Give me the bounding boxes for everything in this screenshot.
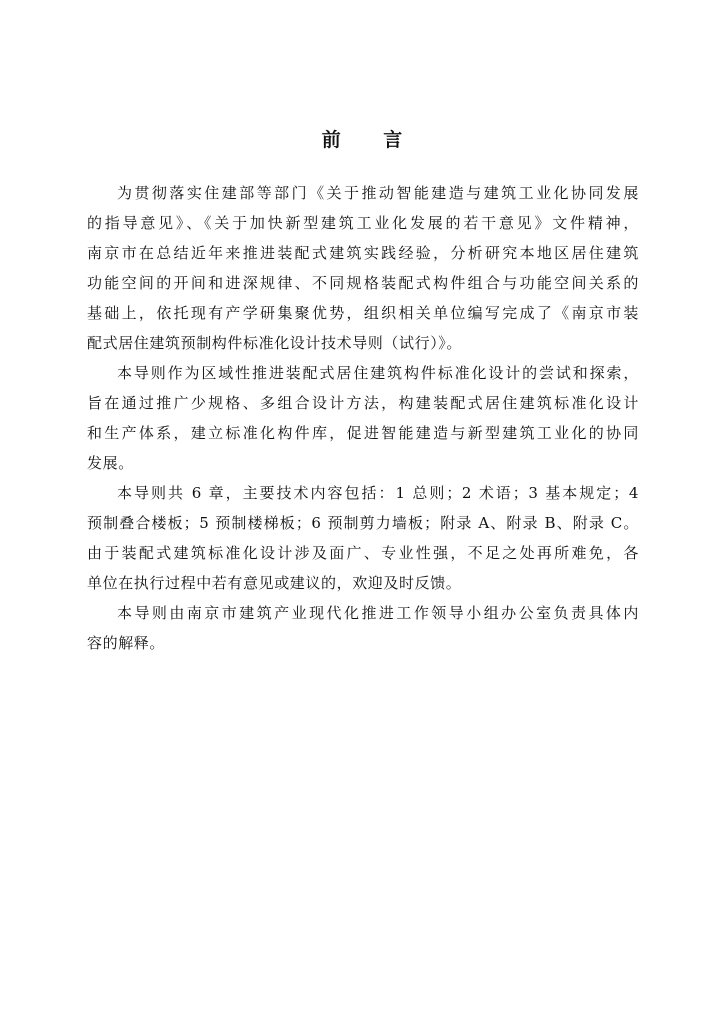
text-line: 本导则由南京市建筑产业现代化推进工作领导小组办公室负责具体内	[117, 604, 639, 622]
text-line: 旨在通过推广少规格、多组合设计方法，构建装配式居住建筑标准化设计	[87, 394, 639, 412]
page-title: 前 言	[321, 129, 421, 151]
text-line: 预制叠合楼板；5 预制楼梯板；6 预制剪力墙板；附录 A、附录 B、附录 C。	[87, 514, 639, 532]
text-line: 由于装配式建筑标准化设计涉及面广、专业性强，不足之处再所难免，各	[87, 544, 639, 562]
text-line: 的指导意见》、《关于加快新型建筑工业化发展的若干意见》文件精神，	[87, 214, 639, 232]
text-line: 单位在执行过程中若有意见或建议的，欢迎及时反馈。	[87, 574, 462, 592]
text-line: 基础上，依托现有产学研集聚优势，组织相关单位编写完成了《南京市装	[87, 304, 639, 322]
text-line: 和生产体系，建立标准化构件库，促进智能建造与新型建筑工业化的协同	[87, 424, 639, 442]
preface-body	[87, 178, 639, 658]
text-line: 发展。	[87, 454, 134, 472]
text-line: 容的解释。	[87, 634, 166, 652]
text-line: 本导则作为区域性推进装配式居住建筑构件标准化设计的尝试和探索，	[117, 364, 639, 382]
text-line: 为贯彻落实住建部等部门《关于推动智能建造与建筑工业化协同发展	[117, 184, 639, 202]
text-line: 本导则共 6 章，主要技术内容包括：1 总则；2 术语；3 基本规定；4	[117, 484, 639, 502]
text-line: 功能空间的开间和进深规律、不同规格装配式构件组合与功能空间关系的	[87, 274, 639, 292]
text-line: 南京市在总结近年来推进装配式建筑实践经验，分析研究本地区居住建筑	[87, 244, 639, 262]
text-line: 配式居住建筑预制构件标准化设计技术导则（试行）》。	[87, 334, 463, 352]
